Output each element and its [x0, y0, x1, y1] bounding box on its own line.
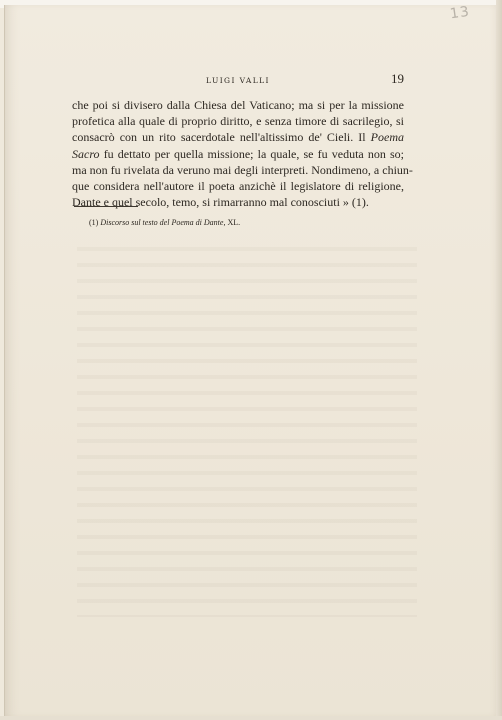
- body-line: [72, 97, 404, 113]
- body-line: [72, 129, 404, 145]
- body-line: [72, 162, 413, 178]
- body-text-segment: che poi si divisero dalla Chiesa del Vaticano; ma si per la missione: [72, 98, 404, 112]
- body-text-segment: Dante e quel secolo, temo, si rimarranno mal conosciuti » (1).: [72, 195, 369, 210]
- body-line: [72, 178, 404, 194]
- body-paragraph: [72, 97, 413, 210]
- page-number: 19: [391, 71, 404, 86]
- italic-title-text: Poema: [370, 130, 404, 145]
- body-text-segment: que considera nell'autore il poeta anzichè il legislatore di religione,: [72, 179, 404, 194]
- body-line: [72, 194, 404, 210]
- right-page-edge: [496, 0, 502, 720]
- body-line: [72, 113, 404, 129]
- body-line: [72, 146, 404, 162]
- body-text-segment: consacrò con un rito sacerdotale nell'altissimo de' Cieli. Il: [72, 130, 371, 145]
- footnote-rule: [74, 206, 138, 207]
- running-head: [72, 71, 404, 89]
- footnote: [89, 218, 240, 227]
- footnote-marker: (1): [89, 218, 101, 227]
- body-text-segment: ma non fu rivelata da veruno mai degli interpreti. Nondimeno, a chiun-: [72, 162, 413, 177]
- running-head-author: LUIGI VALLI: [206, 76, 270, 85]
- body-text-segment: fu dettato per quella missione; la quale, se fu veduta non so;: [99, 146, 404, 161]
- body-text-segment: profetica alla quale di proprio diritto, e senza timore di sacrilegio, si: [72, 114, 404, 129]
- footnote-title: Discorso sul testo del Poema di Dante: [100, 218, 224, 227]
- footnote-suffix: , XL.: [223, 218, 241, 227]
- italic-title-text: Sacro: [72, 146, 100, 161]
- pencil-page-number: 13: [448, 3, 471, 23]
- bottom-page-edge: [0, 716, 502, 720]
- show-through-text: [77, 237, 417, 617]
